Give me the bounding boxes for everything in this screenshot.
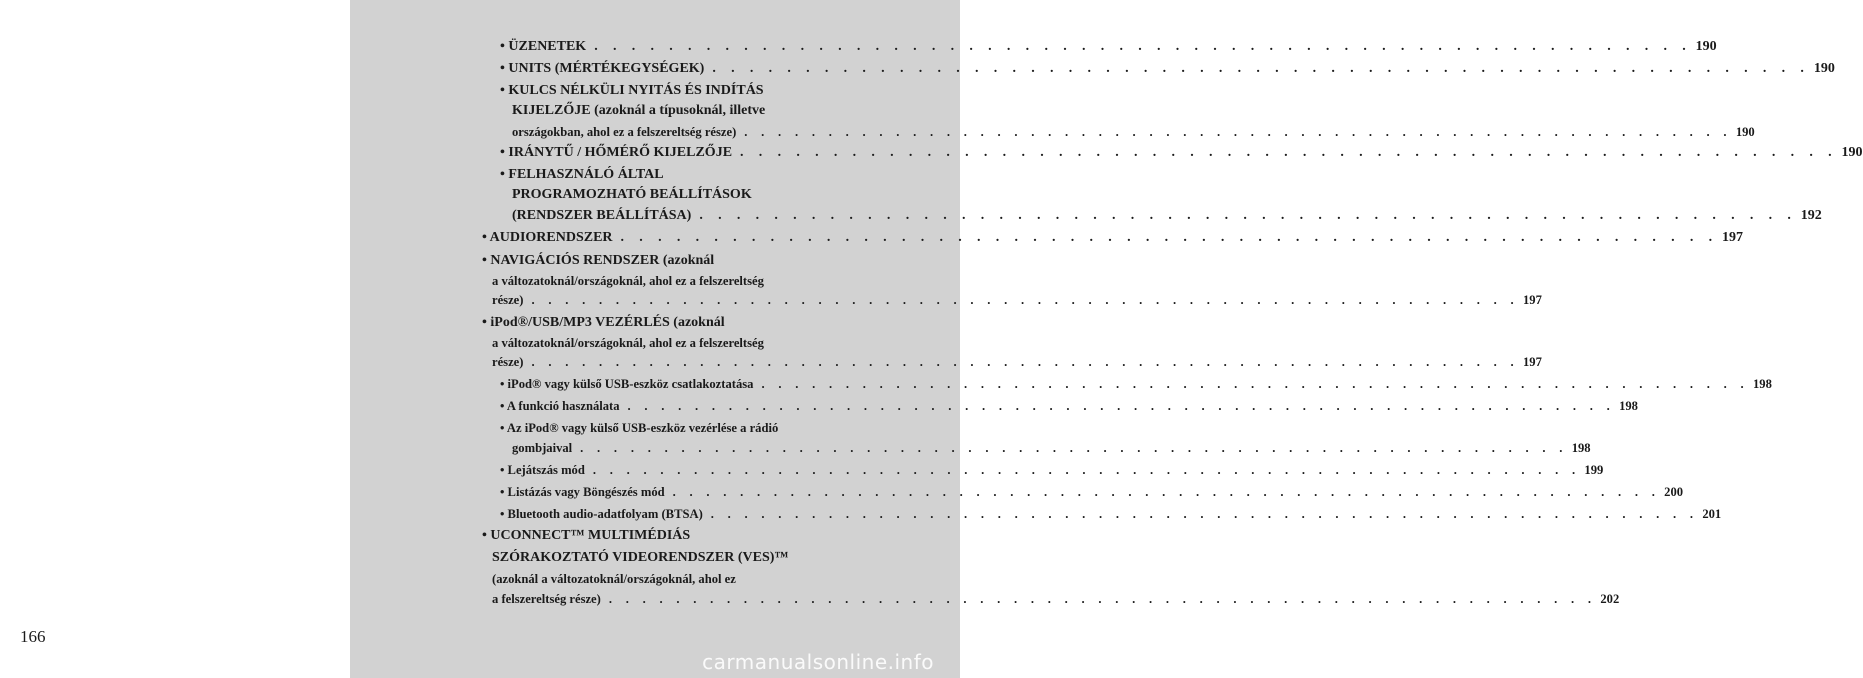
toc-page-number: 198 <box>1753 377 1772 391</box>
toc-entry <box>512 186 896 204</box>
toc-entry <box>492 590 1620 608</box>
toc-entry <box>500 397 1638 415</box>
toc-entry <box>500 144 1863 162</box>
toc-entry <box>500 461 1604 479</box>
toc-entry <box>500 505 1722 523</box>
toc-entry-text: a változatoknál/országoknál, ahol ez a felszereltség <box>492 336 764 350</box>
toc-leader-dots: . . . . . . . . . . . . . . . . . . . . . . . . . . . . . . . . . . . . . . . . . . . . . . . . . . . . . . . . . . . <box>672 485 1661 499</box>
toc-entry-text: a felszereltség része) <box>492 592 601 606</box>
toc-entry <box>512 439 1591 457</box>
toc-entry-text: • KULCS NÉLKÜLI NYITÁS ÉS INDÍTÁS <box>500 83 764 98</box>
toc-page-number: 201 <box>1702 507 1722 521</box>
toc-leader-dots: . . . . . . . . . . . . . . . . . . . . . . . . . . . . . . . . . . . . . . . . . . . . . . . . . . . . . . . . . . . <box>710 507 1699 521</box>
toc-leader-dots: . . . . . . . . . . . . . . . . . . . . . . . . . . . . . . . . . . . . . . . . . . . . . . . . . . . . . . . . . . . <box>620 230 1719 245</box>
toc-entry-text: • UNITS (MÉRTÉKEGYSÉGEK) <box>500 61 705 76</box>
toc-page-number: 197 <box>1722 230 1744 245</box>
toc-entry <box>492 334 896 352</box>
toc-page-number: 198 <box>1619 399 1638 413</box>
toc-entry <box>500 483 1684 501</box>
toc-entry-text: • Bluetooth audio-adatfolyam (BTSA) <box>500 507 703 521</box>
toc-page-number: 197 <box>1523 293 1542 307</box>
toc-page-number: 190 <box>1841 145 1863 160</box>
toc-entry-text: • NAVIGÁCIÓS RENDSZER (azoknál <box>482 253 715 268</box>
toc-entry-text: a változatoknál/országoknál, ahol ez a felszereltség <box>492 274 764 288</box>
toc-entry-text: • UCONNECT™ MULTIMÉDIÁS <box>482 528 691 543</box>
toc-leader-dots: . . . . . . . . . . . . . . . . . . . . . . . . . . . . . . . . . . . . . . . . . . . . . . . . . . . . . . . . . . . <box>627 399 1616 413</box>
toc-entry-text: • iPod®/USB/MP3 VEZÉRLÉS (azoknál <box>482 315 725 330</box>
toc-entry <box>482 314 896 332</box>
toc-entry-text: része) <box>492 355 524 369</box>
toc-entry-text: része) <box>492 293 524 307</box>
toc-entry-text: • iPod® vagy külső USB-eszköz csatlakoztatása <box>500 377 754 391</box>
toc-page-number: 197 <box>1523 355 1542 369</box>
toc-entry <box>492 353 1542 371</box>
toc-leader-dots: . . . . . . . . . . . . . . . . . . . . . . . . . . . . . . . . . . . . . . . . . . . . . . . . . . . . . . . . . . . <box>594 39 1692 54</box>
toc-leader-dots: . . . . . . . . . . . . . . . . . . . . . . . . . . . . . . . . . . . . . . . . . . . . . . . . . . . . . . . . . . . <box>592 463 1581 477</box>
toc-entry-text: • Az iPod® vagy külső USB-eszköz vezérlése a rádió <box>500 421 779 435</box>
watermark: carmanualsonline.info <box>702 650 934 674</box>
toc-leader-dots: . . . . . . . . . . . . . . . . . . . . . . . . . . . . . . . . . . . . . . . . . . . . . . . . . . . . . . . . . . . <box>740 145 1838 160</box>
toc-entry <box>492 291 1542 309</box>
toc-entry-text: gombjaival <box>512 441 573 455</box>
toc-entry <box>492 549 896 567</box>
toc-leader-dots: . . . . . . . . . . . . . . . . . . . . . . . . . . . . . . . . . . . . . . . . . . . . . . . . . . . . . . . . . . . <box>531 355 1519 369</box>
toc-entry <box>482 229 1744 247</box>
toc-entry <box>492 570 896 588</box>
toc-entry <box>512 123 1755 141</box>
toc-leader-dots: . . . . . . . . . . . . . . . . . . . . . . . . . . . . . . . . . . . . . . . . . . . . . . . . . . . . . . . . . . . <box>699 208 1797 223</box>
toc-entry-text: PROGRAMOZHATÓ BEÁLLÍTÁSOK <box>512 187 752 202</box>
toc-page-number: 198 <box>1571 441 1591 455</box>
toc-entry <box>500 419 896 437</box>
toc-entry-text: (azoknál a változatoknál/országoknál, ahol ez <box>492 572 736 586</box>
toc-entry <box>500 375 1772 393</box>
toc-entry-text: • A funkció használata <box>500 399 620 413</box>
toc-entry <box>482 252 896 270</box>
toc-page-number: 190 <box>1735 125 1755 139</box>
toc-entry <box>512 102 896 120</box>
toc-leader-dots: . . . . . . . . . . . . . . . . . . . . . . . . . . . . . . . . . . . . . . . . . . . . . . . . . . . . . . . . . . . <box>580 441 1568 455</box>
right-page <box>350 0 1863 678</box>
toc-entry-text: • ÜZENETEK <box>500 39 587 54</box>
toc-page-number: 192 <box>1800 208 1822 223</box>
page-number: 166 <box>20 627 46 646</box>
toc-page-number: 199 <box>1584 463 1604 477</box>
toc-leader-dots: . . . . . . . . . . . . . . . . . . . . . . . . . . . . . . . . . . . . . . . . . . . . . . . . . . . . . . . . . . . <box>744 125 1732 139</box>
toc-entry <box>500 60 1835 78</box>
toc-page-number: 190 <box>1695 39 1717 54</box>
toc-page-number: 202 <box>1600 592 1620 606</box>
toc-leader-dots: . . . . . . . . . . . . . . . . . . . . . . . . . . . . . . . . . . . . . . . . . . . . . . . . . . . . . . . . . . . <box>712 61 1810 76</box>
toc-entry <box>492 272 896 290</box>
left-page <box>0 0 350 678</box>
toc-entry-text: SZÓRAKOZTATÓ VIDEORENDSZER (VES)™ <box>492 550 789 565</box>
toc-entry-text: országokban, ahol ez a felszereltség része) <box>512 125 737 139</box>
table-of-contents <box>350 0 1863 678</box>
toc-entry-text: • AUDIORENDSZER <box>482 230 613 245</box>
toc-page-number: 200 <box>1664 485 1684 499</box>
toc-entry <box>482 527 896 545</box>
toc-leader-dots: . . . . . . . . . . . . . . . . . . . . . . . . . . . . . . . . . . . . . . . . . . . . . . . . . . . . . . . . . . . <box>531 293 1519 307</box>
toc-entry-text: KIJELZŐJE (azoknál a típusoknál, illetve <box>512 103 766 118</box>
toc-entry <box>500 38 1717 56</box>
toc-page-number: 190 <box>1813 61 1835 76</box>
toc-entry-text: • FELHASZNÁLÓ ÁLTAL <box>500 167 664 182</box>
toc-leader-dots: . . . . . . . . . . . . . . . . . . . . . . . . . . . . . . . . . . . . . . . . . . . . . . . . . . . . . . . . . . . <box>608 592 1597 606</box>
toc-entry <box>500 166 896 184</box>
toc-entry-text: • Lejátszás mód <box>500 463 585 477</box>
toc-leader-dots: . . . . . . . . . . . . . . . . . . . . . . . . . . . . . . . . . . . . . . . . . . . . . . . . . . . . . . . . . . . <box>761 377 1749 391</box>
toc-entry <box>500 82 896 100</box>
toc-entry-text: • IRÁNYTŰ / HŐMÉRŐ KIJELZŐJE <box>500 145 733 160</box>
toc-entry <box>512 207 1822 225</box>
toc-entry-text: (RENDSZER BEÁLLÍTÁSA) <box>512 208 692 223</box>
toc-entry-text: • Listázás vagy Böngészés mód <box>500 485 665 499</box>
